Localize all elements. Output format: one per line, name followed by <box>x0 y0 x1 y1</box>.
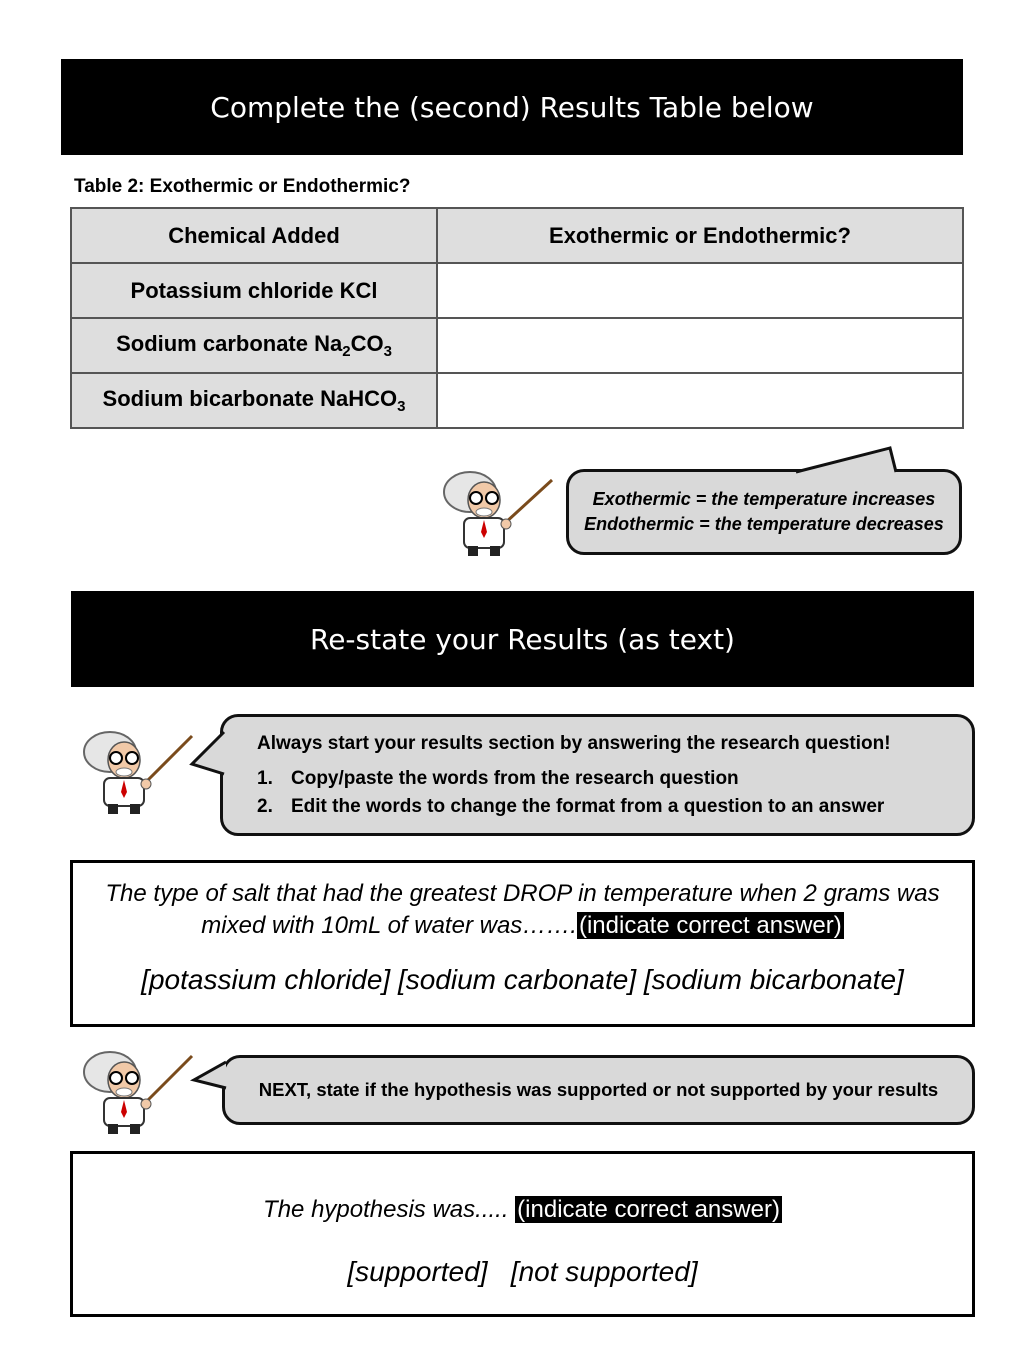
callout-tail <box>790 444 910 474</box>
definition-callout <box>566 469 962 555</box>
answer-sentence-line: The type of salt that had the greatest DROP in temperature when 2 grams was <box>105 880 940 907</box>
results-table-banner <box>61 59 963 155</box>
table-row <box>71 263 963 318</box>
chemical-cell: Sodium carbonate $Na_2CO_3$ <box>71 318 437 373</box>
table-row <box>71 373 963 428</box>
answer-sentence-line: mixed with 10mL of water was…….(indicate correct answer) <box>201 912 842 939</box>
answer-sentence-line: The hypothesis was..... (indicate correct answer) <box>263 1196 780 1223</box>
endothermic-definition: Endothermic = the temperature decreases <box>584 514 944 534</box>
column-header: Chemical Added <box>71 208 437 263</box>
table-row <box>71 318 963 373</box>
chemical-cell: Potassium chloride KCl <box>71 263 437 318</box>
answer-cell[interactable] <box>437 318 963 373</box>
table-header-row <box>71 208 963 263</box>
answer-box-salt[interactable] <box>70 860 975 1027</box>
exothermic-definition: Exothermic = the temperature increases <box>592 489 936 509</box>
restate-results-banner <box>71 591 974 687</box>
hypothesis-tip-text: NEXT, state if the hypothesis was supported or not supported by your results <box>258 1079 939 1100</box>
list-item: 1. Copy/paste the words from the research question <box>257 768 739 789</box>
hypothesis-tip <box>222 1055 975 1125</box>
banner-title: Complete the (second) Results Table below <box>210 90 814 124</box>
professor-with-pointer-icon <box>80 1042 200 1138</box>
professor-with-pointer-icon <box>440 462 560 562</box>
research-question-tip <box>220 714 975 836</box>
tip-lead: Always start your results section by answering the research question! <box>257 733 891 754</box>
list-item: 2. Edit the words to change the format from a question to an answer <box>257 796 885 817</box>
professor-with-pointer-icon <box>80 722 200 818</box>
callout-tail <box>190 1058 230 1098</box>
indicate-answer-highlight: (indicate correct answer) <box>578 912 842 939</box>
tip-steps <box>257 765 972 821</box>
answer-cell[interactable] <box>437 373 963 428</box>
hypothesis-options[interactable]: [supported] [not supported] <box>347 1256 698 1287</box>
table-caption: Table 2: Exothermic or Endothermic? <box>74 176 411 197</box>
answer-cell[interactable] <box>437 263 963 318</box>
banner-title: Re-state your Results (as text) <box>310 622 735 656</box>
chemical-cell: Sodium bicarbonate NaHCO$_3$ <box>71 373 437 428</box>
salt-options[interactable]: [potassium chloride] [sodium carbonate] [sodium bicarbonate] <box>141 964 904 995</box>
indicate-answer-highlight: (indicate correct answer) <box>517 1196 780 1223</box>
answer-box-hypothesis[interactable] <box>70 1151 975 1317</box>
results-table <box>70 207 964 429</box>
column-header: Exothermic or Endothermic? <box>437 208 963 263</box>
callout-tail <box>188 730 228 780</box>
